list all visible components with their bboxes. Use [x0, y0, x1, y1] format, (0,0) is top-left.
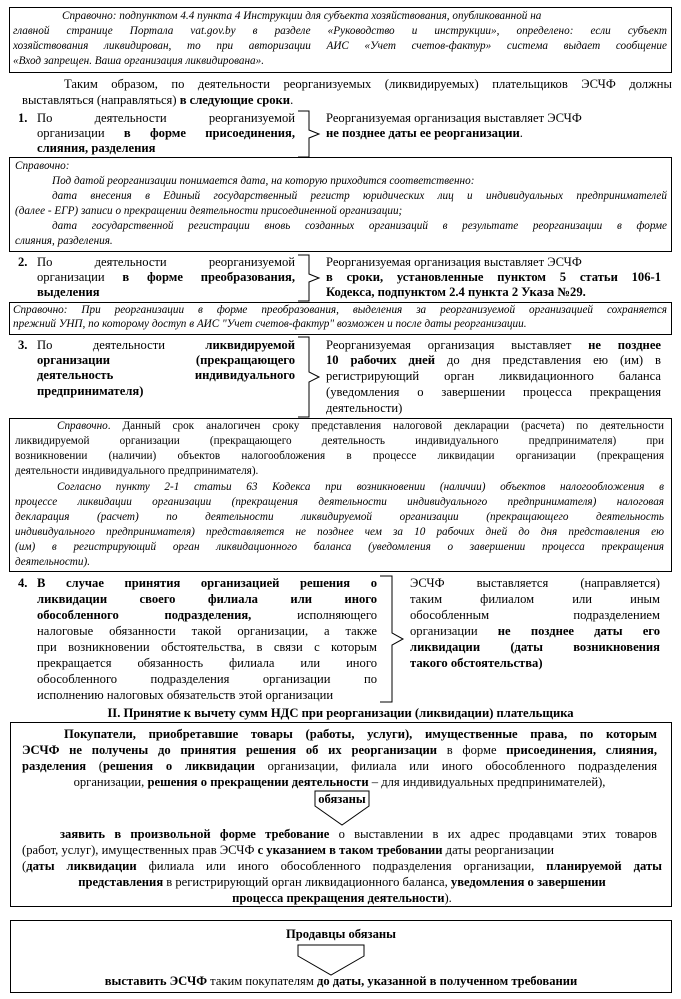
box5-line4-a: организации,	[73, 775, 148, 789]
item4-left-line6: прекращается обязанность филиала или иного	[37, 656, 377, 670]
item3-right-line2	[326, 353, 661, 368]
item3-left-line1	[37, 338, 295, 353]
box5-line3-c: решения о ликвидации	[102, 759, 255, 773]
note4-p1-line4: деятельности индивидуального предпринимателя).	[15, 465, 259, 477]
note4-p2-line6: деятельности).	[15, 556, 91, 568]
item1-left-line2-a: организации	[37, 126, 124, 140]
box5-mid-line1	[60, 827, 657, 842]
box5-mid-line5-b: ).	[444, 891, 452, 905]
box5-mid-line3-c: филиала или иного обособленного подразделения организации,	[136, 859, 547, 873]
box6-line1-b: таким покупателям	[207, 974, 317, 988]
note3-line2: прежний УНП, по которому доступ в АИС "Учет счетов-фактур" возможен и после даты реорганизации.	[13, 318, 527, 330]
box5-mid-line4-a: представления	[78, 875, 164, 889]
box5-line3-d: организации, филиала или иного обособленного подразделения	[254, 759, 658, 773]
box5-mid-line3-a: (	[22, 859, 27, 873]
box5-mid-line2-c: даты реорганизации	[442, 843, 554, 857]
box5-mid-line2	[22, 843, 554, 858]
item4-right-line4	[410, 624, 660, 639]
note2-line2: дата внесения в Единый государственный регистр юридических лиц и индивидуальных предпринимателей	[52, 190, 667, 202]
note4-p1-line2: ликвидируемой организации (прекращающего деятельность индивидуального предпринимателя) при	[15, 435, 664, 447]
box5-mid-line1-b: о выставлении в их адрес продавцами этих товаров	[329, 827, 657, 841]
item3-left-line3: деятельность индивидуального	[37, 368, 295, 382]
item3-left-line1-b: ликвидируемой	[205, 338, 295, 352]
note1-line1: Справочно: подпунктом 4.4 пункта 4 Инструкции для субъекта хозяйствования, опубликованной на	[62, 10, 542, 22]
item1-number: 1.	[18, 111, 28, 125]
item4-right-line4-b: не позднее даты его	[497, 624, 661, 638]
item4-left-line4: налоговые обязанности такой организации, а также	[37, 624, 377, 638]
note2-head: Справочно:	[15, 160, 70, 172]
box5-line4-b: решения о прекращении деятельности	[147, 775, 369, 789]
item4-right-line1: ЭСЧФ выставляется (направляется)	[410, 576, 660, 590]
item3-right-brace-arrow	[297, 336, 321, 418]
note4-p2-line2: процессе ликвидации организации (прекращения деятельности индивидуального предпринимателя) налоговая	[15, 496, 664, 508]
box5-line2-c: присоединения, слияния,	[506, 743, 657, 757]
item2-left-line2-b: в форме преобразования,	[122, 270, 295, 284]
intro-line2	[22, 93, 293, 108]
item4-left-line7: обособленного подразделения организации по	[37, 672, 377, 686]
box5-line3-b: (	[86, 759, 103, 773]
item3-right-line1-a: Реорганизуемая организация выставляет	[326, 338, 589, 352]
box5-mid-line3	[22, 859, 662, 874]
section-2-title: II. Принятие к вычету сумм НДС при реорганизации (ликвидации) плательщика	[107, 706, 574, 720]
box6-line1-c: до даты, указанной в полученном требовании	[316, 974, 578, 988]
box5-line2	[22, 743, 657, 758]
note4-p2-line4: индивидуального предпринимателя) представляется не позднее чем за 10 рабочих дней до дня представления ею	[15, 526, 664, 538]
item4-right-line5: ликвидации (даты возникновения	[410, 640, 660, 654]
box5-mid-line2-a: (работ, услуг), имущественных прав ЭСЧФ	[22, 843, 258, 857]
item3-left-line1-a: По деятельности	[37, 338, 206, 352]
item4-left-line5: при возникновении обстоятельства, в связи с которым	[37, 640, 377, 654]
note2-line5: слияния, разделения.	[15, 235, 113, 247]
note1-line2: главной странице Портала vat.gov.by в разделе «Руководство и инструкции», определено: если субъект	[13, 25, 667, 37]
box6-down-arrow	[296, 944, 366, 976]
item4-right-brace-arrow	[379, 575, 405, 703]
note2-line1: Под датой реорганизации понимается дата, на которую приходится соответственно:	[52, 175, 475, 187]
box5-line3	[22, 759, 657, 774]
item4-number: 4.	[18, 576, 28, 590]
item2-right-line2: в сроки, установленные пунктом 5 статьи 106-1	[326, 270, 661, 284]
note2-line3: (далее - ЕГР) записи о прекращении деятельности присоединенной организации;	[15, 205, 403, 217]
item3-right-line5: деятельности)	[326, 401, 403, 415]
box5-mid-line5	[22, 891, 662, 906]
intro-line1: Таким образом, по деятельности реорганизуемых (ликвидируемых) плательщиков ЭСЧФ должны	[64, 77, 672, 91]
item2-right-line3: Кодекса, подпунктом 2.4 пункта 2 Указа №29.	[326, 285, 586, 299]
intro-line2-a: выставляться (направляться)	[22, 93, 180, 107]
item1-right-line1: Реорганизуемая организация выставляет ЭСЧФ	[326, 111, 582, 125]
note4-p2-line1: Согласно пункту 2-1 статьи 63 Кодекса при возникновении (наличии) объектов налогообложения в	[57, 481, 664, 493]
item4-left-line1: В случае принятия организацией решения о	[37, 576, 377, 590]
note1-line3: хозяйствования ликвидирован, то при авторизации АИС «Учет счетов-фактур» система выдает сообщение	[13, 40, 667, 52]
box5-line4-c: – для индивидуальных предпринимателей),	[368, 775, 606, 789]
item2-right-brace-arrow	[297, 254, 321, 302]
box5-mid-line4	[22, 875, 662, 890]
box5-line4	[22, 775, 657, 790]
item3-right-line4: (уведомления о завершении процесса прекращения	[326, 385, 661, 399]
item3-left-line2: организации (прекращающего	[37, 353, 295, 367]
box5-line1: Покупатели, приобретавшие товары (работы, услуги), имущественные права, по которым	[64, 727, 657, 741]
note4-p2-line5: (им) в регистрирующий орган ликвидационного баланса (уведомления о завершении процесса прекращения	[15, 541, 664, 553]
box5-mid-line3-d: планируемой даты	[546, 859, 662, 873]
intro-line2-c: .	[290, 93, 294, 107]
note1-line4: «Вход запрещен. Ваша организация ликвидирована».	[13, 55, 265, 67]
item4-left-line2: ликвидации своего филиала или иного	[37, 592, 377, 606]
item1-left-line3: слияния, разделения	[37, 141, 156, 155]
item2-left-line3: выделения	[37, 285, 100, 299]
item4-left-line3-a: обособленного подразделения,	[37, 608, 252, 622]
item3-right-line3: регистрирующий орган ликвидационного баланса	[326, 369, 661, 383]
box5-line2-b: в форме	[437, 743, 507, 757]
box6-line1	[10, 974, 672, 989]
item3-right-line1	[326, 338, 661, 353]
item3-right-line2-a: 10 рабочих дней	[326, 353, 436, 367]
item4-left-line8: исполнению налоговых обязательств этой организации	[37, 688, 334, 702]
item2-right-line1: Реорганизуемая организация выставляет ЭСЧФ	[326, 255, 582, 269]
item1-left-line2	[37, 126, 295, 141]
note2-line4: дата государственной регистрации вновь созданных организаций в результате реорганизации в форме	[52, 220, 667, 232]
item3-right-line1-b: не позднее	[588, 338, 661, 352]
note4-p2-line3: декларация (расчет) по деятельности ликвидируемой организации (прекращающего деятельность	[15, 511, 664, 523]
item4-left-line3	[37, 608, 377, 623]
item1-right-line2	[326, 126, 523, 141]
item1-right-line2-b: не позднее даты ее реорганизации	[326, 126, 520, 140]
note4-p1-line1-b: . Данный срок аналогичен сроку представления налоговой декларации (расчета) по деятельности	[107, 420, 664, 432]
box5-mid-line2-b: с указанием в таком требовании	[257, 843, 443, 857]
box6-line1-a: выставить ЭСЧФ	[104, 974, 208, 988]
box5-mid-line5-a: процесса прекращения деятельности	[232, 891, 445, 905]
item4-right-line6: такого обстоятельства)	[410, 656, 543, 670]
box5-line3-a: разделения	[22, 759, 87, 773]
item4-right-line2: таким филиалом или иным	[410, 592, 660, 606]
item4-left-line3-b: исполняющего	[251, 608, 377, 622]
item1-right-brace-arrow	[297, 110, 321, 158]
item1-left-line2-b: в форме присоединения,	[123, 126, 295, 140]
item2-left-line2-a: организации	[37, 270, 123, 284]
item2-left-line2	[37, 270, 295, 285]
item4-right-line3: обособленным подразделением	[410, 608, 660, 622]
item3-number: 3.	[18, 338, 28, 352]
box5-mid-line3-b: даты ликвидации	[26, 859, 137, 873]
box5-line2-a: ЭСЧФ не получены до принятия решения об их реорганизации	[22, 743, 437, 757]
item1-left-line1: По деятельности реорганизуемой	[37, 111, 295, 125]
note4-p1-line1	[57, 420, 664, 434]
box6-title: Продавцы обязаны	[286, 927, 396, 941]
item2-number: 2.	[18, 255, 28, 269]
box5-mid-line1-a: заявить в произвольной форме требование	[60, 827, 330, 841]
item3-left-line4: предпринимателя)	[37, 384, 144, 398]
box5-arrow-label: обязаны	[318, 792, 366, 806]
item4-right-line4-a: организации	[410, 624, 498, 638]
item1-right-line2-end: .	[519, 126, 523, 140]
item3-right-line2-b: до дня представления ею (им) в	[435, 353, 661, 367]
intro-line2-b: в следующие сроки	[179, 93, 291, 107]
box5-mid-line4-c: уведомления о завершении	[450, 875, 606, 889]
note4-p1-line3: возникновении (наличии) объектов налогообложения в процессе ликвидации организации (прекращения	[15, 450, 664, 462]
note3-line1: Справочно: При реорганизации в форме преобразования, выделения за реорганизуемой организацией сохраняется	[13, 304, 667, 316]
note4-p1-line1-a: Справочно	[57, 420, 108, 432]
box5-mid-line4-b: в регистрирующий орган ликвидационного баланса,	[163, 875, 451, 889]
item2-left-line1: По деятельности реорганизуемой	[37, 255, 295, 269]
